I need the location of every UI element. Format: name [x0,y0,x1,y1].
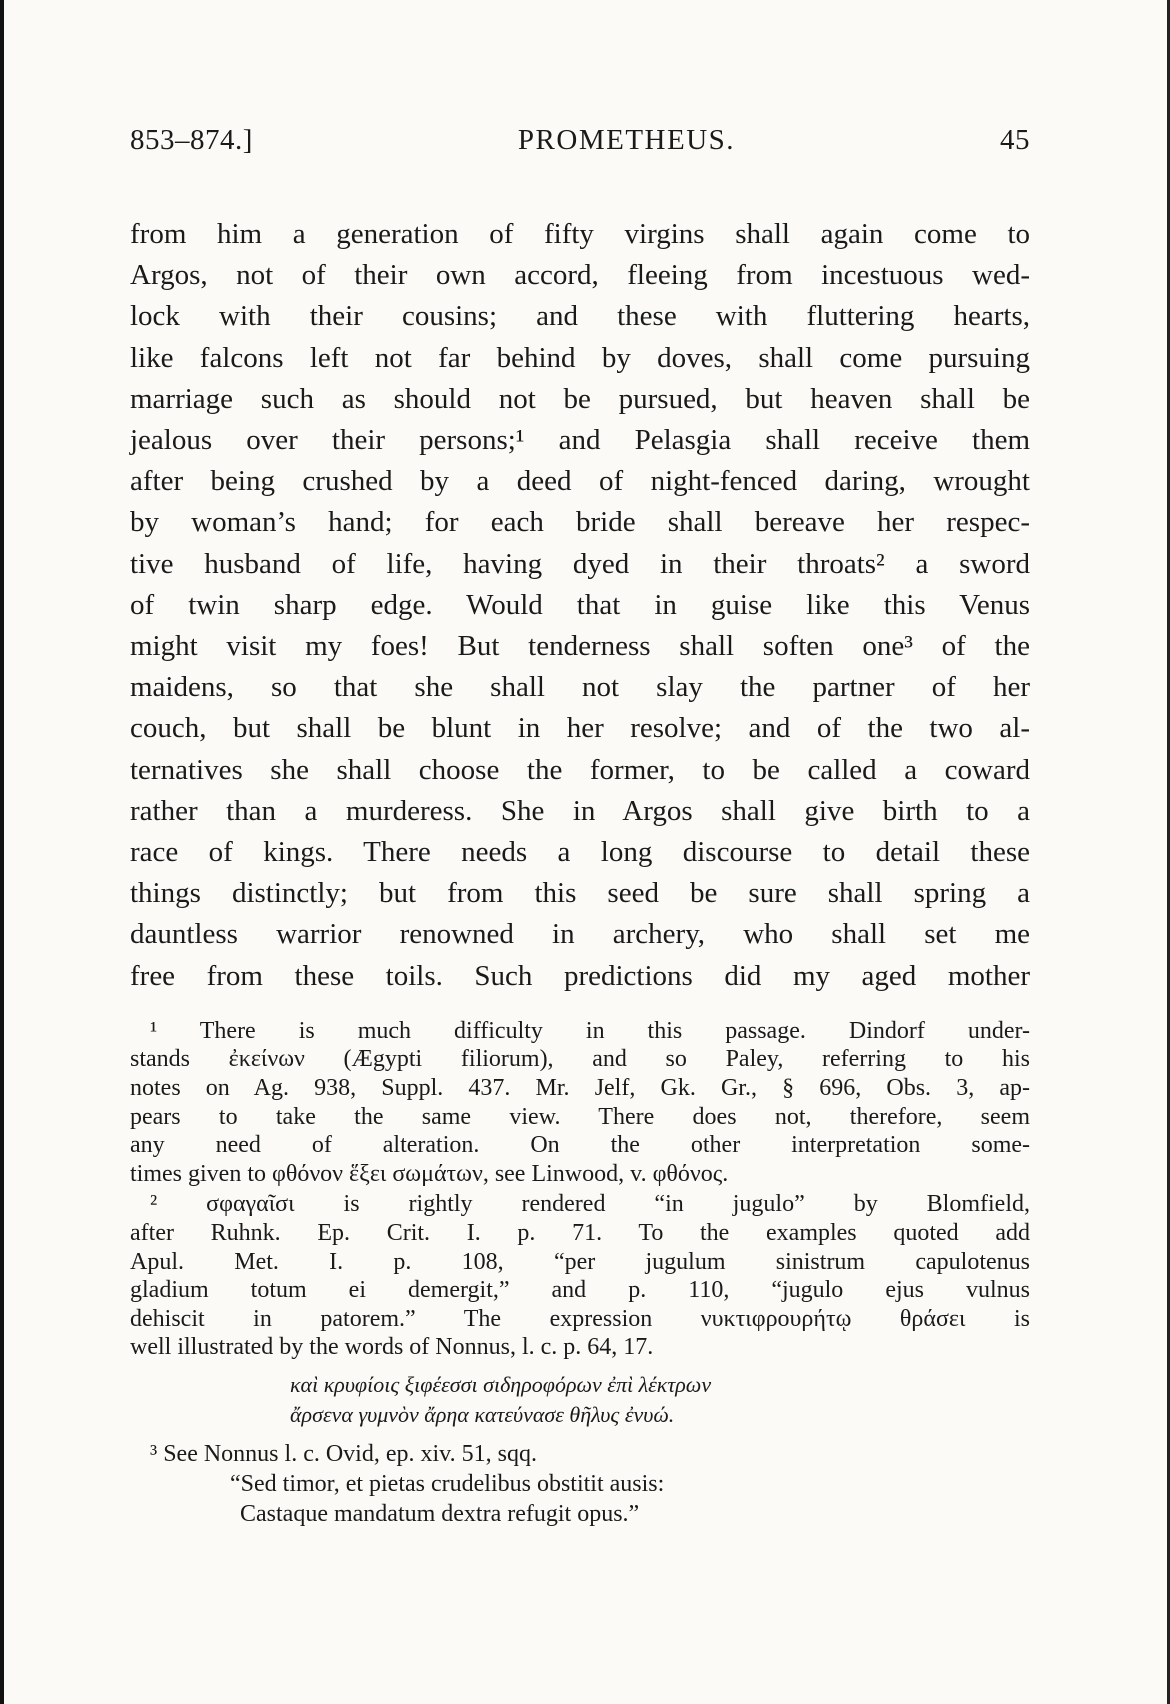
text-line: tive husband of life, having dyed in their throats² a sword [130,547,1030,580]
greek-verse [290,1370,1030,1430]
text-line: might visit my foes! But tenderness shall soften one³ of the [130,630,1030,663]
latin-quote [230,1469,1030,1529]
page-number: 45 [1000,124,1030,156]
text-line: by woman’s hand; for each bride shall bereave her respec- [130,506,1030,539]
text-line: marriage such as should not be pursued, but heaven shall be [130,382,1030,415]
footnote-line: any need of alteration. On the other interpretation some- [130,1132,1030,1159]
footnote-3 [130,1440,1030,1469]
footnotes [130,1017,1030,1529]
text-line: from him a generation of fifty virgins shall again come to [130,218,1030,250]
quote-line: “Sed timor, et pietas crudelibus obstitit ausis: [230,1470,665,1497]
text-line: jealous over their persons;¹ and Pelasgia shall receive them [130,424,1030,457]
footnote-line: Apul. Met. I. p. 108, “per jugulum sinistrum capulotenus [130,1248,1030,1275]
footnote-1 [130,1017,1030,1189]
running-head [130,124,1030,172]
footnote-line: ² σφαγαῖσι is rightly rendered “in jugulo” by Blomfield, [150,1191,1030,1218]
greek-verse-line: ἄρσενα γυμνὸν ἄρηα κατεύνασε θῆλυς ἐνυώ. [290,1401,675,1427]
text-line: maidens, so that she shall not slay the partner of her [130,671,1030,704]
text-line: rather than a murderess. She in Argos shall give birth to a [130,794,1030,827]
footnote-line: pears to take the same view. There does not, therefore, seem [130,1103,1030,1130]
text-line: free from these toils. Such predictions did my aged mother [130,959,1030,992]
text-line: like falcons left not far behind by doves, shall come pursuing [130,341,1030,374]
text-line: things distinctly; but from this seed be sure shall spring a [130,877,1030,910]
footnote-line: after Ruhnk. Ep. Crit. I. p. 71. To the examples quoted add [130,1220,1030,1247]
footnote-2 [130,1190,1030,1362]
running-title: PROMETHEUS. [517,124,736,156]
footnote-line: gladium totum ei demergit,” and p. 110, “jugulo ejus vulnus [130,1277,1030,1304]
footnote-line: stands ἐκείνων (Ægypti filiorum), and so Paley, referring to his [130,1046,1030,1073]
quote-line: Castaque mandatum dextra refugit opus.” [240,1500,640,1527]
text-line: ternatives she shall choose the former, to be called a coward [130,753,1030,786]
text-line: Argos, not of their own accord, fleeing from incestuous wed- [130,259,1030,292]
footnote-line: dehiscit in patorem.” The expression νυκτιφρουρήτῳ θράσει is [130,1305,1030,1332]
text-line: dauntless warrior renowned in archery, who shall set me [130,918,1030,951]
footnote-line: notes on Ag. 938, Suppl. 437. Mr. Jelf, Gk. Gr., § 696, Obs. 3, ap- [130,1075,1030,1102]
footnote-line: ³ See Nonnus l. c. Ovid, ep. xiv. 51, sqq. [150,1440,537,1467]
footnote-line: well illustrated by the words of Nonnus, l. c. p. 64, 17. [130,1334,654,1361]
text-line: couch, but shall be blunt in her resolve; and of the two al- [130,712,1030,745]
footnote-line: ¹ There is much difficulty in this passage. Dindorf under- [150,1017,1030,1044]
main-text [130,214,1030,997]
scan-left-edge [0,0,4,1704]
text-line: lock with their cousins; and these with fluttering hearts, [130,300,1030,333]
text-line: race of kings. There needs a long discourse to detail these [130,836,1030,869]
text-line: after being crushed by a deed of night-fenced daring, wrought [130,465,1030,498]
book-page [130,124,1030,1529]
footnote-line: times given to φθόνον ἕξει σωμάτων, see Linwood, v. φθόνος. [130,1160,729,1187]
text-line: of twin sharp edge. Would that in guise like this Venus [130,588,1030,621]
greek-verse-line: καὶ κρυφίοις ξιφέεσσι σιδηροφόρων ἐπὶ λέκτρων [290,1371,712,1397]
line-range: 853–874.] [130,124,253,156]
